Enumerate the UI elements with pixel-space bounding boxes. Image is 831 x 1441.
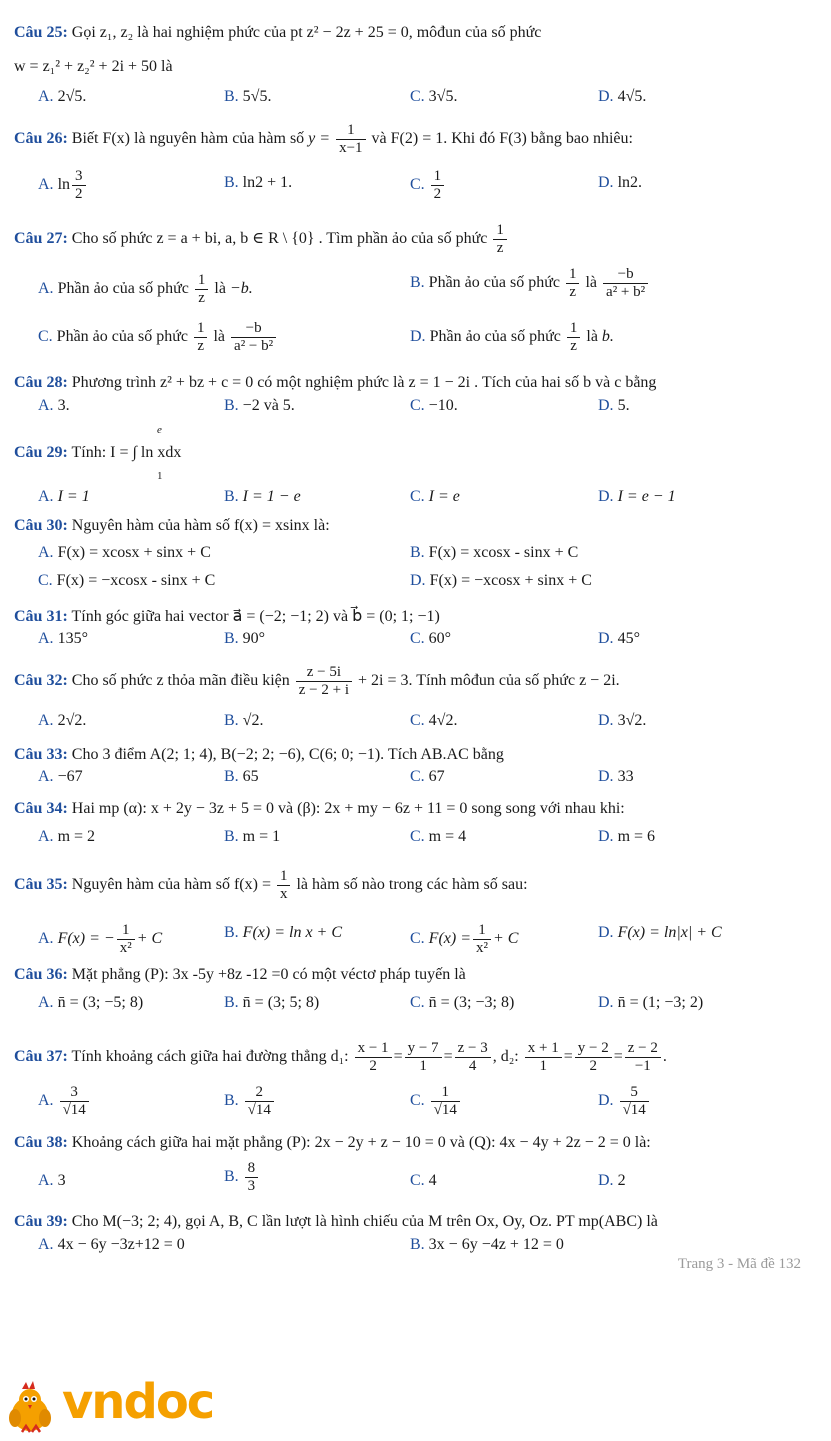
option-b[interactable]: B. F(x) = xcosx - sinx + C <box>410 544 579 561</box>
option-b[interactable]: B. 3x − 6y −4z + 12 = 0 <box>410 1236 564 1253</box>
option-a[interactable]: A. ln $\frac{3}{2}$ <box>38 168 88 203</box>
option-b[interactable]: B. −2 và 5. <box>224 397 295 414</box>
option-a[interactable]: A. m = 2 <box>38 828 96 845</box>
question-31 <box>14 606 811 628</box>
question-text: là hàm số nào trong các hàm số sau: <box>296 876 528 894</box>
chick-mascot-icon <box>4 1380 60 1436</box>
question-label: Câu 26: <box>14 130 68 148</box>
question-label: Câu 28: <box>14 374 68 391</box>
option-b[interactable]: B. ln2 + 1. <box>224 174 293 191</box>
option-b[interactable]: B. $\frac{8}{3}$ <box>224 1160 260 1195</box>
option-a[interactable]: A. 2√2. <box>38 712 87 729</box>
option-c[interactable]: C. −10. <box>410 397 458 414</box>
question-text: Khoảng cách giữa hai mặt phẳng (P): 2x − 2y + z − 10 = 0 và (Q): 4x − 4y + 2z − 2 = 0 là: <box>71 1134 651 1151</box>
question-label: Câu 35: <box>14 876 68 894</box>
option-c[interactable]: C. m = 4 <box>410 828 467 845</box>
option-c[interactable]: C. 67 <box>410 768 445 785</box>
option-c[interactable]: C. 4√2. <box>410 712 458 729</box>
question-36 <box>14 964 811 986</box>
question-25-cont <box>14 56 811 78</box>
option-d[interactable]: D. 45° <box>598 630 640 647</box>
option-d[interactable]: D. $\frac{5}{√14}$ <box>598 1084 651 1119</box>
option-c[interactable]: C. 4 <box>410 1172 437 1189</box>
question-35 <box>14 868 811 903</box>
option-c[interactable]: C. n̄ = (3; −3; 8) <box>410 994 515 1011</box>
option-d[interactable]: D. Phần ảo của số phức $\frac{1}{z}$ là b. <box>410 320 614 354</box>
question-text: Cho số phức z = a + bi, a, b ∈ R \ {0} . Tìm phần ảo của số phức <box>71 230 488 248</box>
question-label: Câu 30: <box>14 517 68 534</box>
option-c[interactable]: C. F(x) = $\frac{1}{\text{x²}}$ + C <box>410 922 519 956</box>
option-b[interactable]: B. 90° <box>224 630 266 647</box>
question-label: Câu 34: <box>14 800 68 817</box>
option-b[interactable]: B. 5√5. <box>224 88 272 105</box>
option-a[interactable]: A. 2√5. <box>38 88 87 105</box>
question-text: + 2i = 3. Tính môđun của số phức z − 2i. <box>358 672 620 690</box>
option-d[interactable]: D. 3√2. <box>598 712 647 729</box>
question-text: Tính: I = ∫ ln xdx <box>71 444 182 461</box>
option-a[interactable]: A. Phần ảo của số phức $\frac{1}{z}$ là −b. <box>38 272 253 306</box>
question-label: Câu 36: <box>14 966 68 983</box>
question-37: Câu 37: Tính khoảng cách giữa hai đường thẳng d₁: $\frac{x - 1}{2}$ = $\frac{y - 7}{1}$ = $\frac{z - 3}{4}$ , d₂: $\frac{x + 1}{1}$ = $\frac{y - 2}{2}$ = $\frac{z - 2}{-1}$ . <box>14 1040 667 1074</box>
option-c[interactable]: C. F(x) = −xcosx - sinx + C <box>38 572 216 589</box>
question-label: Câu 31: <box>14 608 68 625</box>
option-d[interactable]: D. 33 <box>598 768 634 785</box>
option-c[interactable]: C. $\frac{1}{2}$ <box>410 168 446 203</box>
question-text: và F(2) = 1. Khi đó F(3) bằng bao nhiêu: <box>371 130 633 148</box>
option-c[interactable]: C. Phần ảo của số phức $\frac{1}{z}$ là $\frac{-b}{\text{a² − b²}}$ <box>38 320 278 355</box>
option-d[interactable]: D. F(x) = −xcosx + sinx + C <box>410 572 592 589</box>
option-a[interactable]: A. 135° <box>38 630 88 647</box>
question-label: Câu 37: <box>14 1048 68 1066</box>
question-text: w = z₁² + z₂² + 2i + 50 là <box>14 58 173 75</box>
option-d[interactable]: D. F(x) = ln|x| + C <box>598 924 722 941</box>
fraction: $\frac{1}{z}$ <box>493 222 507 257</box>
option-b[interactable]: B. Phần ảo của số phức $\frac{1}{z}$ là $\frac{-b}{\text{a² + b²}}$ <box>410 266 650 301</box>
question-text: Tính khoảng cách giữa hai đường thẳng d₁: <box>71 1048 349 1066</box>
function-symbol: y = <box>308 130 331 148</box>
question-label: Câu 27: <box>14 230 68 248</box>
question-33 <box>14 744 811 766</box>
option-b[interactable]: B. n̄ = (3; 5; 8) <box>224 994 320 1011</box>
question-25 <box>14 22 811 44</box>
option-a[interactable]: A. F(x) = − $\frac{1}{\text{x²}}$ + C <box>38 922 163 956</box>
page-footer: Trang 3 - Mã đề 132 <box>677 1256 801 1272</box>
question-text: Mặt phẳng (P): 3x -5y +8z -12 =0 có một véctơ pháp tuyến là <box>71 966 466 983</box>
question-label: Câu 39: <box>14 1213 68 1230</box>
question-text: Tính góc giữa hai vector a⃗ = (−2; −1; 2) và b⃗ = (0; 1; −1) <box>71 608 440 625</box>
logo-text: vndoc <box>62 1374 214 1430</box>
question-34 <box>14 798 811 820</box>
question-text: Phương trình z² + bz + c = 0 có một nghiệm phức là z = 1 − 2i . Tích của hai số b và c bằng <box>71 374 657 391</box>
question-label: Câu 25: <box>14 24 68 41</box>
option-c[interactable]: C. $\frac{1}{√14}$ <box>410 1084 462 1119</box>
option-d[interactable]: D. 4√5. <box>598 88 647 105</box>
question-30 <box>14 515 811 537</box>
option-a[interactable]: A. 3 <box>38 1172 66 1189</box>
question-text: Nguyên hàm của hàm số f(x) = xsinx là: <box>71 517 330 534</box>
question-label: Câu 32: <box>14 672 68 690</box>
option-a[interactable]: A. 4x − 6y −3z+12 = 0 <box>38 1236 185 1253</box>
option-a[interactable]: A. −67 <box>38 768 83 785</box>
vndoc-logo[interactable] <box>4 1374 234 1436</box>
option-d[interactable]: D. n̄ = (1; −3; 2) <box>598 994 704 1011</box>
question-label: Câu 33: <box>14 746 68 763</box>
option-c[interactable]: C. 3√5. <box>410 88 458 105</box>
fraction: $\frac{z - 5i}{z - 2 + i}$ <box>296 664 352 699</box>
question-text: Cho M(−3; 2; 4), gọi A, B, C lần lượt là hình chiếu của M trên Ox, Oy, Oz. PT mp(ABC) là <box>71 1213 658 1230</box>
question-28 <box>14 372 811 394</box>
question-text: Cho số phức z thỏa mãn điều kiện <box>71 672 290 690</box>
question-text: Gọi z₁, z₂ là hai nghiệm phức của pt z² − 2z + 25 = 0, môđun của số phức <box>71 24 542 41</box>
question-26 <box>14 122 811 157</box>
option-a[interactable]: A. $\frac{3}{√14}$ <box>38 1084 91 1119</box>
option-b[interactable]: B. F(x) = ln x + C <box>224 924 343 941</box>
question-39 <box>14 1211 811 1233</box>
option-b[interactable]: B. $\frac{2}{√14}$ <box>224 1084 276 1119</box>
option-a[interactable]: A. n̄ = (3; −5; 8) <box>38 994 144 1011</box>
fraction: $\frac{1}{x-1}$ <box>336 122 365 157</box>
option-b[interactable]: B. m = 1 <box>224 828 281 845</box>
option-a[interactable]: A. 3. <box>38 397 70 414</box>
option-b[interactable]: B. 65 <box>224 768 259 785</box>
question-label: Câu 29: <box>14 444 68 461</box>
option-d[interactable]: D. ln2. <box>598 174 643 191</box>
option-c[interactable]: C. I = e <box>410 488 460 505</box>
option-d[interactable]: D. 5. <box>598 397 630 414</box>
question-text: Cho 3 điểm A(2; 1; 4), B(−2; 2; −6), C(6; 0; −1). Tích AB.AC bằng <box>71 746 504 763</box>
question-text: Biết F(x) là nguyên hàm của hàm số <box>71 130 305 148</box>
option-c[interactable]: C. 60° <box>410 630 452 647</box>
integral-lower-bound: 1 <box>157 470 163 482</box>
question-32 <box>14 664 811 699</box>
option-b[interactable]: B. √2. <box>224 712 264 729</box>
option-d[interactable]: D. I = e − 1 <box>598 488 676 505</box>
question-label: Câu 38: <box>14 1134 68 1151</box>
question-38 <box>14 1132 811 1154</box>
option-b[interactable]: B. I = 1 − e <box>224 488 301 505</box>
option-d[interactable]: D. m = 6 <box>598 828 656 845</box>
question-27 <box>14 222 811 257</box>
question-text: Nguyên hàm của hàm số f(x) = <box>71 876 271 894</box>
fraction: $\frac{1}{x}$ <box>277 868 291 903</box>
option-a[interactable]: A. F(x) = xcosx + sinx + C <box>38 544 211 561</box>
question-text: Hai mp (α): x + 2y − 3z + 5 = 0 và (β): 2x + my − 6z + 11 = 0 song song với nhau khi: <box>71 800 625 817</box>
integral-upper-bound: e <box>157 424 162 436</box>
option-d[interactable]: D. 2 <box>598 1172 626 1189</box>
option-a[interactable]: A. I = 1 <box>38 488 90 505</box>
question-29 <box>14 442 811 464</box>
